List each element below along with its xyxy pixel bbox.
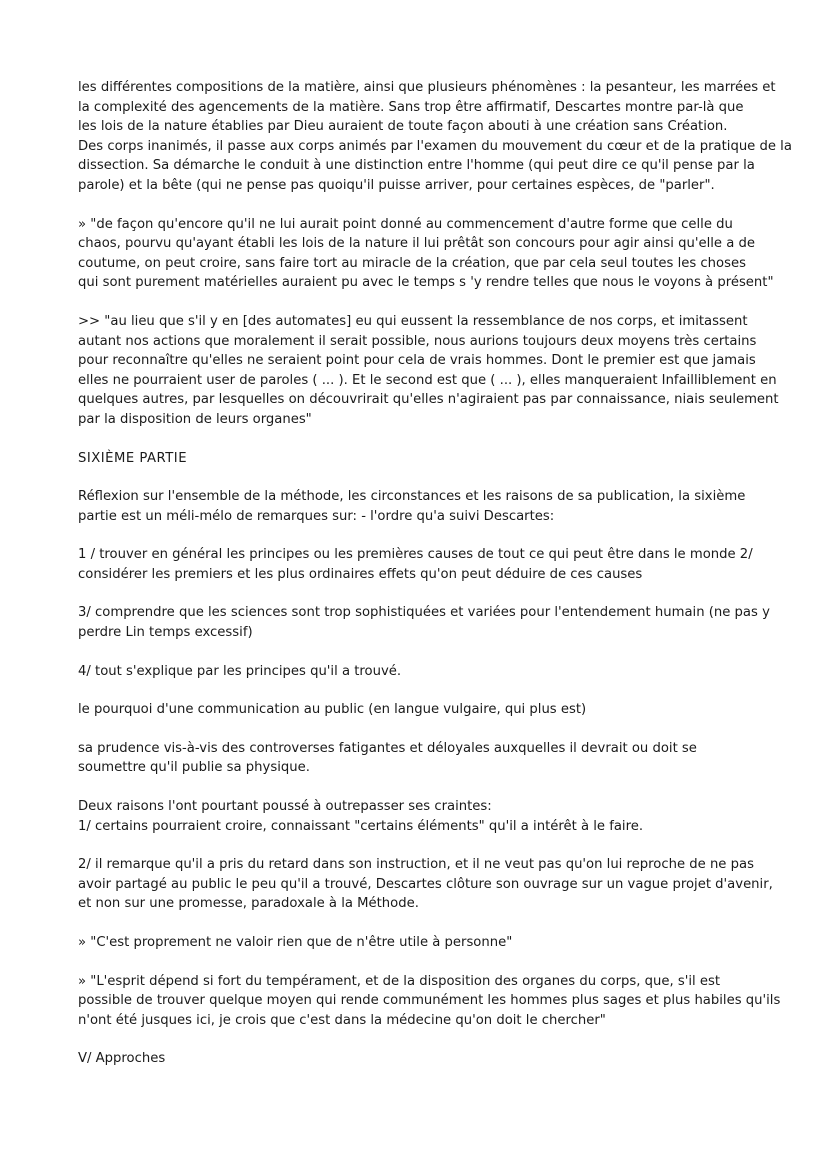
text-line: 1/ certains pourraient croire, connaissant "certains éléments" qu'il a intérêt à le faire. [78,818,644,834]
paragraph-pourquoi [78,700,754,720]
text-line: soumettre qu'il publie sa physique. [78,760,310,776]
text-line: la complexité des agencements de la matière. Sans trop être affirmatif, Descartes montre par-là que [78,99,744,115]
text-line: considérer les premiers et les plus ordinaires effets qu'on peut déduire de ces causes [78,566,643,582]
list-item-4 [78,662,754,682]
section-heading-approches [78,1049,754,1069]
text-line: autant nos actions que moralement il serait possible, nous aurions toujours deux moyens très certains [78,333,757,349]
paragraph-retard [78,855,773,914]
text-line: les lois de la nature établies par Dieu auraient de toute façon abouti à une création sans Création. [78,119,728,135]
quote-utile [78,933,754,953]
text-line: Deux raisons l'ont pourtant poussé à outrepasser ses craintes: [78,799,492,815]
text-line: avoir partagé au public le peu qu'il a trouvé, Descartes clôture son ouvrage sur un vague projet d'avenir, [78,876,773,892]
text-line: les différentes compositions de la matière, ainsi que plusieurs phénomènes : la pesanteur, les marrées et [78,80,776,95]
heading-text: SIXIÈME PARTIE [78,450,188,466]
paragraph-reflexion [78,487,754,526]
text-line: parole) et la bête (qui ne pense pas quoiqu'il puisse arriver, pour certaines espèces, de "parler". [78,177,715,193]
list-item-3 [78,603,770,642]
text-line: quelques autres, par lesquelles on découvrirait qu'elles n'agiraient pas par connaissance, niais seulement [78,392,779,408]
document-page [78,78,792,1088]
text-line: Des corps inanimés, il passe aux corps animés par l'examen du mouvement du cœur et de la pratique de la [78,138,792,154]
section-heading-sixieme-partie [78,449,754,469]
text-line: sa prudence vis-à-vis des controverses fatigantes et déloyales auxquelles il devrait ou doit se [78,740,697,756]
text-line: possible de trouver quelque moyen qui rende communément les hommes plus sages et plus habiles qu'ils [78,993,781,1009]
text-line: elles ne pourraient user de paroles ( ... ). Et le second est que ( ... ), elles manqueraient Infailliblement en [78,372,777,388]
quote-automates [78,312,779,430]
text-line: Réflexion sur l'ensemble de la méthode, les circonstances et les raisons de sa publication, la sixième [78,489,746,505]
text-line: » "C'est proprement ne valoir rien que de n'être utile à personne" [78,935,513,950]
text-line: chaos, pourvu qu'ayant établi les lois de la nature il lui prêtât son concours pour agir ainsi qu'elle a de [78,236,755,252]
quote-esprit [78,972,781,1031]
text-line: >> "au lieu que s'il y en [des automates] eu qui eussent la ressemblance de nos corps, et imitassent [78,313,748,329]
text-line: coutume, on peut croire, sans faire tort au miracle de la création, que par cela seul toutes les choses [78,255,746,271]
text-line: perdre Lin temps excessif) [78,625,253,641]
text-line: 3/ comprendre que les sciences sont trop sophistiquées et variées pour l'entendement humain (ne pas y [78,605,770,621]
text-line: » "L'esprit dépend si fort du tempérament, et de la disposition des organes du corps, que, s'il est [78,973,721,989]
text-line: qui sont purement matérielles auraient pu avec le temps s 'y rendre telles que nous le voyons à présent" [78,275,774,291]
text-line: » "de façon qu'encore qu'il ne lui aurait point donné au commencement d'autre forme que celle du [78,216,733,232]
text-line: 2/ il remarque qu'il a pris du retard dans son instruction, et il ne veut pas qu'on lui reproche de ne pas [78,857,754,873]
text-line: pour reconnaître qu'elles ne seraient point pour cela de vrais hommes. Dont le premier est que jamais [78,353,756,369]
text-line: 4/ tout s'explique par les principes qu'il a trouvé. [78,663,402,679]
paragraph-matiere [78,78,792,196]
paragraph-deux-raisons [78,797,754,836]
text-line: 1 / trouver en général les principes ou les premières causes de tout ce qui peut être dans le monde 2/ [78,547,753,563]
paragraph-prudence [78,739,754,778]
text-line: et non sur une promesse, paradoxale à la Méthode. [78,896,419,912]
list-item-1-2 [78,545,754,584]
text-line: le pourquoi d'une communication au public (en langue vulgaire, qui plus est) [78,702,587,718]
text-line: par la disposition de leurs organes" [78,411,312,427]
text-line: dissection. Sa démarche le conduit à une distinction entre l'homme (qui peut dire ce qu'il pense par la [78,158,755,174]
text-line: n'ont été jusques ici, je crois que c'est dans la médecine qu'on doit le chercher" [78,1012,606,1028]
heading-text: V/ Approches [78,1051,166,1067]
quote-chaos [78,215,774,293]
text-line: partie est un méli-mélo de remarques sur: - l'ordre qu'a suivi Descartes: [78,508,555,524]
